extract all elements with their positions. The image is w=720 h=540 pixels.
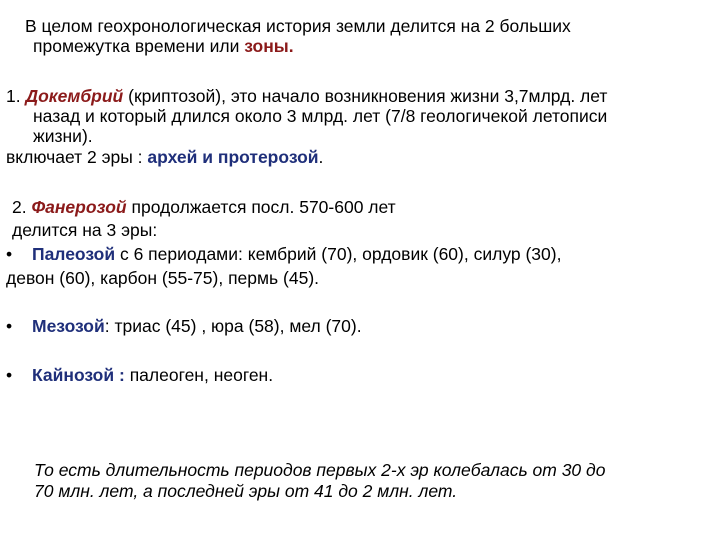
precambrian-line-2 <box>33 106 607 126</box>
phanerozoic-line-1 <box>12 197 396 217</box>
cenozoic-term: Кайнозой : <box>32 365 125 385</box>
bullet-icon: • <box>6 365 13 385</box>
precambrian-text-3: жизни). <box>33 126 93 146</box>
intro-text-1: В целом геохронологическая история земли делится на 2 больших <box>25 16 571 36</box>
paleozoic-line-1 <box>6 244 561 264</box>
precambrian-line-1 <box>6 86 607 106</box>
precambrian-text-2: назад и который длился около 3 млрд. лет (7/8 геологичекой летописи <box>33 106 608 126</box>
intro-line-1 <box>25 16 571 36</box>
bullet-icon: • <box>6 316 13 336</box>
precambrian-eras-line <box>6 147 323 167</box>
conclusion-line-1 <box>34 460 605 480</box>
mesozoic-term: Мезозой <box>32 316 105 336</box>
archean-term: архей <box>147 147 203 167</box>
zones-term: зоны. <box>244 36 294 56</box>
bullet-icon: • <box>6 244 13 264</box>
phanerozoic-line-2 <box>12 220 157 240</box>
precambrian-text-1: (криптозой), это начало возникновения жизни 3,7млрд. лет <box>123 86 608 106</box>
paleozoic-term: Палеозой <box>32 244 116 264</box>
paleozoic-text-2: девон (60), карбон (55-75), пермь (45). <box>6 268 320 288</box>
mesozoic-text: : триас (45) , юра (58), мел (70). <box>104 316 362 336</box>
precambrian-eras-prefix: включает 2 эры : <box>6 147 148 167</box>
phanerozoic-number: 2. <box>12 197 32 217</box>
precambrian-eras-suffix: . <box>318 147 324 167</box>
precambrian-line-3 <box>33 126 93 146</box>
precambrian-term: Докембрий <box>25 86 124 106</box>
phanerozoic-text-1: продолжается посл. 570-600 лет <box>126 197 396 217</box>
cenozoic-text: палеоген, неоген. <box>124 365 274 385</box>
phanerozoic-term: Фанерозой <box>31 197 127 217</box>
paleozoic-line-2 <box>6 268 319 288</box>
precambrian-number: 1. <box>6 86 26 106</box>
conclusion-text-2: 70 млн. лет, а последней эры от 41 до 2 млн. лет. <box>34 481 458 501</box>
mesozoic-line <box>6 316 362 336</box>
intro-text-2: промежутка времени или <box>33 36 245 56</box>
proterozoic-term: и протерозой <box>202 147 319 167</box>
intro-line-2 <box>33 36 294 56</box>
cenozoic-line <box>6 365 273 385</box>
conclusion-text-1: То есть длительность периодов первых 2-х эр колебалась от 30 до <box>34 460 606 480</box>
conclusion-line-2 <box>34 481 457 501</box>
phanerozoic-text-2: делится на 3 эры: <box>12 220 158 240</box>
paleozoic-text-1: с 6 периодами: кембрий (70), ордовик (60), силур (30), <box>115 244 562 264</box>
